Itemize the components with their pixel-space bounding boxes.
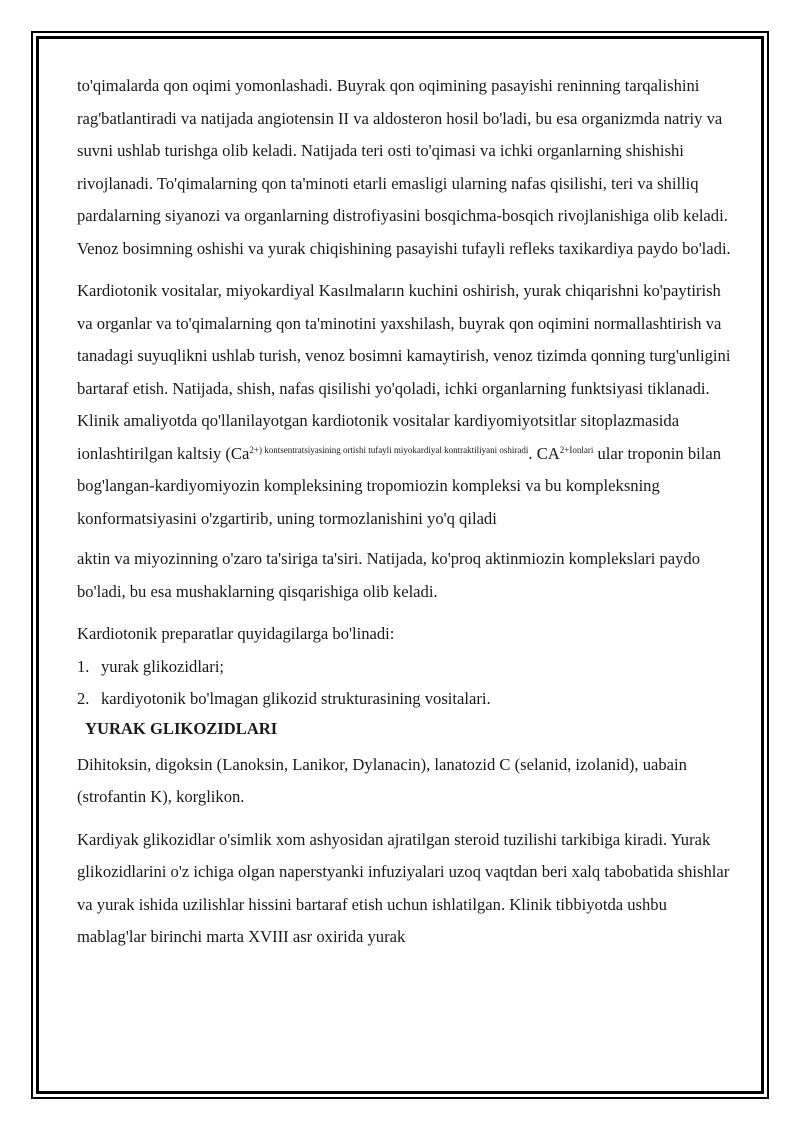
list-item — [77, 683, 737, 715]
numbered-list — [77, 651, 737, 715]
paragraph-2-end: ular troponin bilan bog'langan-kardiyomiyozin kompleksining tropomiozin kompleksi va bu kompleksning konformatsiyasini o'zgartirib, uning tormozlanishini yo'q qiladi — [77, 443, 721, 528]
list-number: 1. — [77, 656, 90, 676]
paragraph-1: to'qimalarda qon oqimi yomonlashadi. Buyrak qon oqimining pasayishi reninning tarqalishini rag'batlantiradi va natijada angiotensin II va aldosteron hosil bo'ladi, bu esa organizmda natriy va suvni ushlab turishga olib keladi. Natijada teri osti to'qimasi va ichki organlarning shishishi rivojlanadi. To'qimalarning qon ta'minoti etarli emasligi ularning nafas qisilishi, teri va shilliq pardalarning siyanozi va organlarning distrofiyasini bosqichma-bosqich rivojlanishiga olib keladi. Venoz bosimning oshishi va yurak chiqishining pasayishi tufayli refleks taxikardiya paydo bo'ladi. — [77, 76, 731, 258]
superscript-ions: 2+Ionlari — [559, 444, 594, 455]
list-item — [77, 651, 737, 683]
document-body — [77, 70, 737, 964]
list-item-text: kardiyotonik bo'lmagan glikozid strukturasining vositalari. — [101, 688, 491, 708]
list-number: 2. — [77, 688, 90, 708]
paragraph-2 — [77, 275, 737, 535]
paragraph-6: Kardiyak glikozidlar o'simlik xom ashyosidan ajratilgan steroid tuzilishi tarkibiga kiradi. Yurak glikozidlarini o'z ichiga olgan naperstyanki infuziyalari uzoq vaqtdan beri xalq tabobatida shishlar va yurak ishida uzilishlar hissini bartaraf etish uchun ishlatilgan. Klinik tibbiyotda ushbu mablag'lar birinchi marta XVIII asr oxirida yurak — [77, 829, 730, 946]
list-item-text: yurak glikozidlari; — [101, 656, 225, 676]
paragraph-5: Dihitoksin, digoksin (Lanoksin, Lanikor, Dylanacin), lanatozid C (selanid, izolanid), uabain (strofantin K), korglikon. — [77, 754, 687, 806]
section-heading: YURAK GLIKOZIDLARI — [85, 718, 278, 738]
paragraph-4: Kardiotonik preparatlar quyidagilarga bo'linadi: — [77, 624, 395, 643]
paragraph-2-main: Kardiotonik vositalar, miyokardiyal Kasılmaların kuchini oshirish, yurak chiqarishni ko'paytirish va organlar va to'qimalarning qon ta'minotini yaxshilash, buyrak qon oqimini normallashtirish va tanadagi suyuqlikni ushlab turish, venoz bosimni kamaytirish, venoz tizimda qonning turg'unligini bartaraf etish. Natijada, shish, nafas qisilishi yo'qoladi, ichki organlarning funktsiyasi tiklanadi. Klinik amaliyotda qo'llanilayotgan kardiotonik vositalar kardiyomiyotsitlar sitoplazmasida ionlashtirilgan kaltsiy (Ca — [77, 281, 731, 463]
superscript-calcium-note: 2+) kontsentratsiyasining ortishi tufayli miyokardiyal kontraktiliyani oshiradi — [249, 444, 529, 455]
paragraph-2-mid: . CA — [528, 443, 560, 463]
paragraph-3: aktin va miyozinning o'zaro ta'siriga ta'siri. Natijada, ko'proq aktinmiozin komplekslari paydo bo'ladi, bu esa mushaklarning qisqarishiga olib keladi. — [77, 549, 701, 601]
